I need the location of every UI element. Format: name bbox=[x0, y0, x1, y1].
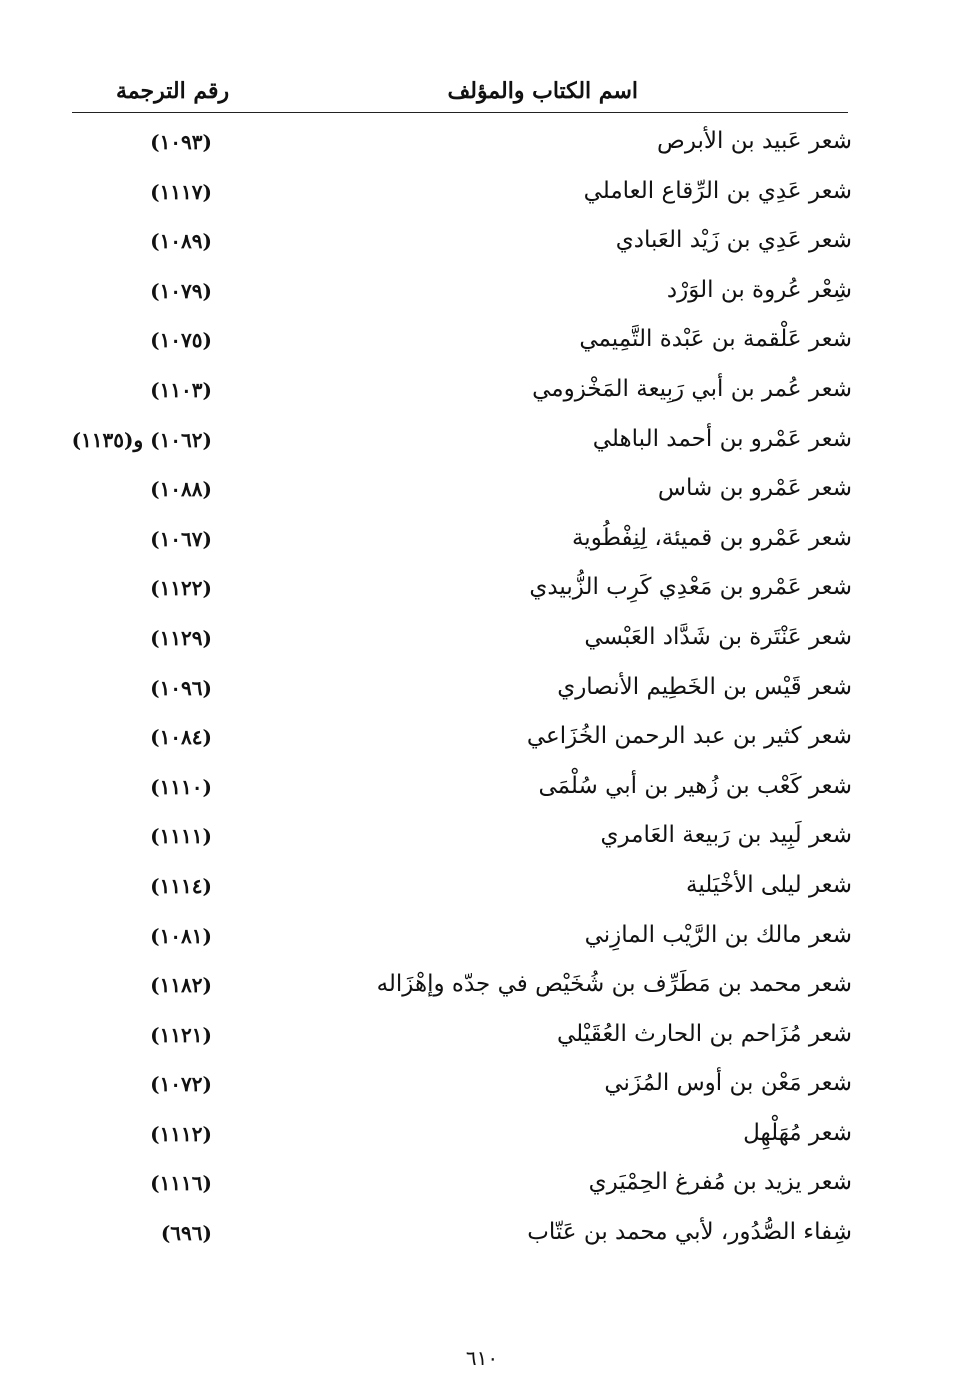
list-item bbox=[72, 1112, 852, 1162]
list-item bbox=[72, 914, 852, 964]
entry-title: شعر قَيْس بن الخَطِيم الأنصاري bbox=[557, 673, 852, 700]
ref-column-header: رقم الترجمة bbox=[116, 78, 230, 104]
entry-ref: (١١١٤) bbox=[150, 873, 212, 898]
entry-title: شعر كَعْب بن زُهير بن أبي سُلْمَى bbox=[538, 772, 852, 799]
list-item bbox=[72, 1013, 852, 1063]
entry-title: شعر لَبِيد بن رَبيعة العَامري bbox=[600, 822, 852, 849]
entry-title: شِعْر عُروة بن الوَرْد bbox=[666, 276, 852, 303]
entry-ref: (١١٢١) bbox=[150, 1022, 212, 1047]
entry-ref: (١٠٩٦) bbox=[150, 675, 212, 700]
entry-title: شعر عَنْتَرة بن شَدَّاد العَبْسي bbox=[584, 623, 852, 650]
entry-title: شعر مَعْن بن أوس المُزَني bbox=[604, 1070, 852, 1097]
entry-ref: (١٠٧٥) bbox=[150, 328, 212, 353]
entry-ref: (٦٩٦) bbox=[160, 1221, 212, 1246]
list-item bbox=[72, 715, 852, 765]
entry-ref: (١١١٧) bbox=[150, 179, 212, 204]
entry-ref: (١٠٦٢) و(١١٣٥) bbox=[71, 427, 212, 452]
entry-title: شعر مُهَلْهِل bbox=[743, 1119, 852, 1146]
list-item bbox=[72, 517, 852, 567]
entry-title: شعر يزيد بن مُفرغ الحِمْيَري bbox=[588, 1169, 852, 1196]
entry-ref: (١١١١) bbox=[150, 824, 212, 849]
entry-title: شعر عَمْرو بن مَعْدِي كَرِب الزُّبيدي bbox=[529, 574, 852, 601]
entry-title: شعر عَلْقمة بن عَبْدة التَّمِيمي bbox=[579, 326, 852, 353]
list-item bbox=[72, 566, 852, 616]
list-item bbox=[72, 1161, 852, 1211]
list-item bbox=[72, 616, 852, 666]
entry-ref: (١٠٦٧) bbox=[150, 526, 212, 551]
list-item bbox=[72, 765, 852, 815]
list-item bbox=[72, 1211, 852, 1261]
entry-ref: (١١١٢) bbox=[150, 1121, 212, 1146]
list-item bbox=[72, 368, 852, 418]
entry-title: شِفاء الصُّدُور، لأبي محمد بن عَتّاب bbox=[527, 1219, 852, 1246]
list-item bbox=[72, 170, 852, 220]
entry-ref: (١٠٧٢) bbox=[150, 1072, 212, 1097]
entry-title: شعر عَمْرو بن شاس bbox=[657, 475, 852, 502]
entry-ref: (١٠٧٩) bbox=[150, 278, 212, 303]
list-item bbox=[72, 269, 852, 319]
list-item bbox=[72, 963, 852, 1013]
entry-title: شعر عُمر بن أبي رَبِيعة المَخْزومي bbox=[532, 375, 852, 402]
list-item bbox=[72, 120, 852, 170]
list-item bbox=[72, 418, 852, 468]
entry-title: شعر عَدِي بن زَيْد العَبادي bbox=[615, 227, 852, 254]
entry-ref: (١١١٠) bbox=[150, 774, 212, 799]
entry-title: شعر عَمْرو بن قميئة، لِنِفْطُوية bbox=[571, 524, 852, 551]
entry-title: شعر عَدِي بن الرِّقاع العاملي bbox=[583, 177, 852, 204]
entry-ref: (١١٨٢) bbox=[150, 973, 212, 998]
entry-list bbox=[72, 120, 852, 1261]
entry-title: شعر عَمْرو بن أحمد الباهلي bbox=[592, 425, 852, 452]
entry-ref: (١١٢٢) bbox=[150, 576, 212, 601]
entry-ref: (١١٢٩) bbox=[150, 625, 212, 650]
entry-title: شعر مُزَاحم بن الحارث العُقَيْلي bbox=[556, 1020, 852, 1047]
list-item bbox=[72, 814, 852, 864]
entry-ref: (١١٠٣) bbox=[150, 377, 212, 402]
entry-ref: (١٠٨٩) bbox=[150, 229, 212, 254]
list-item bbox=[72, 219, 852, 269]
entry-ref: (١٠٩٣) bbox=[150, 130, 212, 154]
list-item bbox=[72, 1062, 852, 1112]
list-item bbox=[72, 467, 852, 517]
entry-ref: (١٠٨١) bbox=[150, 923, 212, 948]
entry-title: شعر كثير بن عبد الرحمن الخُزَاعي bbox=[526, 723, 852, 750]
list-item bbox=[72, 318, 852, 368]
list-item bbox=[72, 864, 852, 914]
entry-ref: (١١١٦) bbox=[150, 1171, 212, 1196]
entry-ref: (١٠٨٨) bbox=[150, 477, 212, 502]
entry-ref: (١٠٨٤) bbox=[150, 725, 212, 750]
list-item bbox=[72, 666, 852, 716]
title-column-header: اسم الكتاب والمؤلف bbox=[447, 78, 638, 104]
page-number: ٦١٠ bbox=[465, 1346, 499, 1370]
entry-title: شعر مالك بن الرَّيْب المازِني bbox=[584, 921, 852, 948]
table-header bbox=[72, 72, 848, 113]
entry-title: شعر ليلى الأخْيَلية bbox=[686, 871, 852, 898]
entry-title: شعر عَبيد بن الأبرص bbox=[657, 128, 852, 154]
entry-title: شعر محمد بن مَطَرِّف بن شُخَيْص في جدّه وإهْزَاله bbox=[376, 971, 852, 998]
